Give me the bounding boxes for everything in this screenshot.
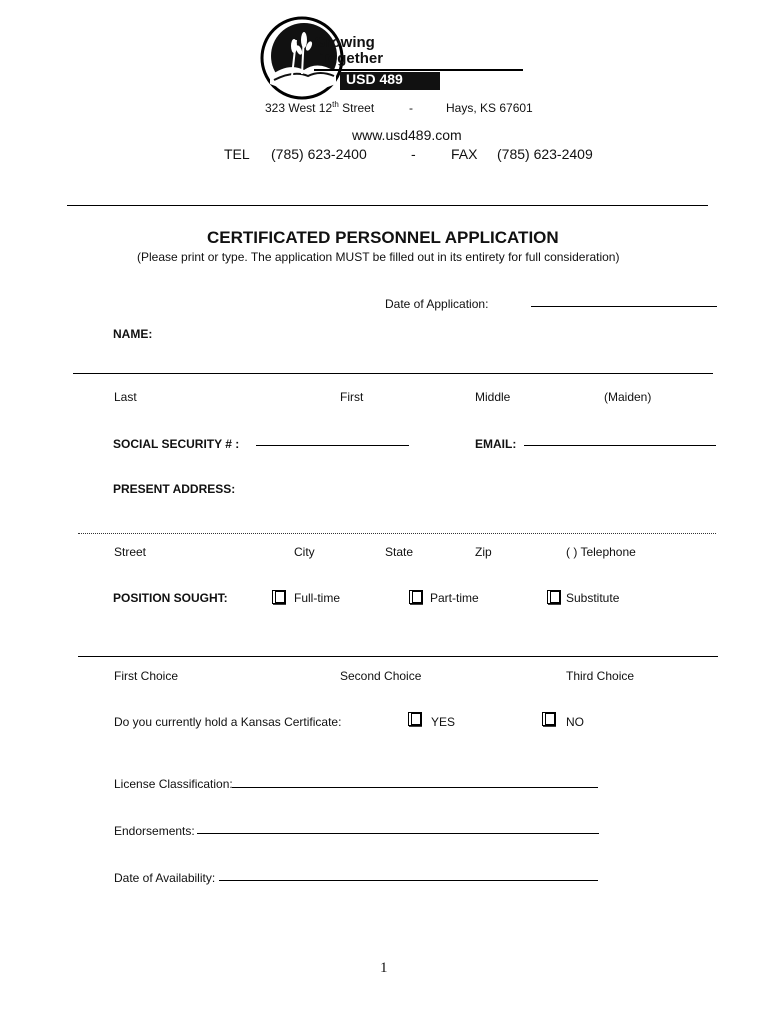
full-time-checkbox[interactable] <box>272 590 285 603</box>
name-part-last: Last <box>114 390 137 404</box>
date-of-application-field[interactable] <box>531 306 717 307</box>
date-of-application-label: Date of Application: <box>385 297 489 311</box>
present-address-label: PRESENT ADDRESS: <box>113 482 236 496</box>
license-classification-field[interactable] <box>232 787 598 788</box>
header-divider <box>67 205 708 206</box>
tel-label: TEL <box>224 146 250 162</box>
tel-value: (785) 623-2400 <box>271 146 367 162</box>
kansas-certificate-no-checkbox[interactable] <box>542 712 555 725</box>
address-part-street: Street <box>114 545 147 559</box>
website: www.usd489.com <box>352 127 462 143</box>
date-of-availability-field[interactable] <box>219 880 598 881</box>
district-logo <box>258 14 528 102</box>
substitute-checkbox[interactable] <box>547 590 560 603</box>
ssn-field[interactable] <box>256 445 409 446</box>
kansas-certificate-question: Do you currently hold a Kansas Certificate: <box>114 715 342 729</box>
address-dash: - <box>409 101 413 115</box>
address-city: Hays, KS 67601 <box>446 101 533 115</box>
logo-text-usd: USD 489 <box>346 71 403 87</box>
part-time-label: Part-time <box>430 591 479 605</box>
address-street-number: 323 West 12 <box>265 101 333 115</box>
address-part-telephone: ( ) Telephone <box>566 545 636 559</box>
address-part-city: City <box>294 545 315 559</box>
name-label: NAME: <box>113 327 153 341</box>
name-part-maiden: (Maiden) <box>604 390 652 404</box>
position-choice-field-line[interactable] <box>78 656 718 657</box>
full-time-label: Full-time <box>294 591 341 605</box>
ssn-label: SOCIAL SECURITY # : <box>113 437 240 451</box>
address-line <box>265 100 374 115</box>
address-part-state: State <box>385 545 414 559</box>
kansas-certificate-yes-checkbox[interactable] <box>408 712 421 725</box>
substitute-label: Substitute <box>566 591 620 605</box>
present-address-field-line[interactable] <box>78 533 716 534</box>
endorsements-field[interactable] <box>197 833 599 834</box>
name-field-line[interactable] <box>73 373 713 374</box>
form-instructions: (Please print or type. The application MUST be filled out in its entirety for full consideration) <box>137 250 620 264</box>
kansas-certificate-no-label: NO <box>566 715 584 729</box>
logo-text-together: Together <box>320 50 384 67</box>
position-sought-label: POSITION SOUGHT: <box>113 591 228 605</box>
fax-label: FAX <box>451 146 478 162</box>
endorsements-label: Endorsements: <box>114 824 195 838</box>
address-street-word: Street <box>342 101 375 115</box>
kansas-certificate-yes-label: YES <box>431 715 456 729</box>
part-time-checkbox[interactable] <box>409 590 422 603</box>
email-field[interactable] <box>524 445 716 446</box>
contact-dash: - <box>411 146 416 162</box>
name-part-middle: Middle <box>475 390 511 404</box>
date-of-availability-label: Date of Availability: <box>114 871 216 885</box>
form-title: CERTIFICATED PERSONNEL APPLICATION <box>207 228 559 247</box>
page-number: 1 <box>380 960 388 976</box>
name-part-first: First <box>340 390 364 404</box>
logo-text-growing: Growing <box>314 34 375 51</box>
fax-value: (785) 623-2409 <box>497 146 593 162</box>
email-label: EMAIL: <box>475 437 517 451</box>
first-choice-label: First Choice <box>114 669 179 683</box>
third-choice-label: Third Choice <box>566 669 635 683</box>
license-classification-label: License Classification: <box>114 777 233 791</box>
second-choice-label: Second Choice <box>340 669 422 683</box>
address-ordinal: th <box>332 100 339 109</box>
address-part-zip: Zip <box>475 545 492 559</box>
